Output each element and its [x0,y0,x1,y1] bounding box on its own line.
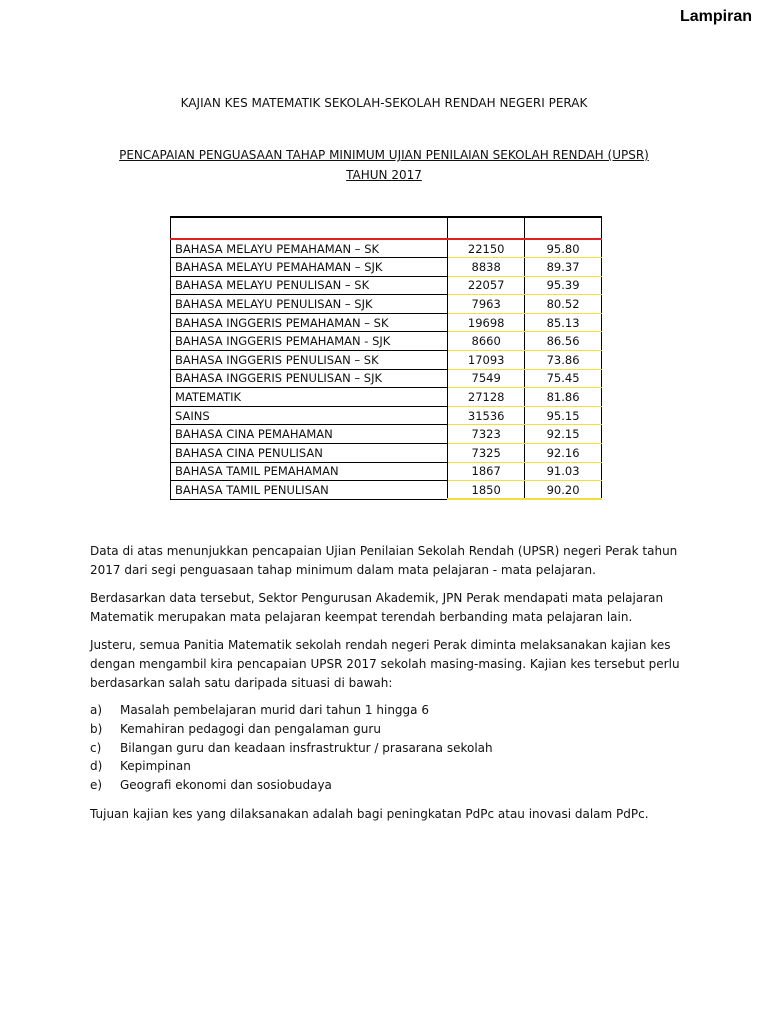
table-row [171,388,602,407]
list-item [90,757,690,776]
list-marker: c) [90,740,102,755]
list-text: Kepimpinan [120,759,191,774]
percent-cell: 95.39 [525,276,602,295]
paragraph-data-summary: Data di atas menunjukkan pencapaian Ujian Penilaian Sekolah Rendah (UPSR) negeri Perak tahun 2017 dari segi penguasaan tahap minimum dalam mata pelajaran - mata pelajaran. [90,544,678,577]
table-row [171,369,602,388]
subject-cell: BAHASA TAMIL PEMAHAMAN [171,462,448,481]
subject-cell: BAHASA INGGERIS PENULISAN – SJK [171,369,448,388]
count-cell: 7549 [448,369,525,388]
percent-cell: 90.20 [525,481,602,500]
count-cell: 27128 [448,388,525,407]
count-cell: 8660 [448,332,525,351]
count-cell: 22150 [448,239,525,258]
table-row [171,239,602,258]
list-item [90,739,690,758]
paragraph-finding: Berdasarkan data tersebut, Sektor Pengurusan Akademik, JPN Perak mendapati mata pelajaran Matematik merupakan mata pelajaran keempat terendah berbanding mata pelajaran lain. [90,591,664,624]
list-marker: b) [90,721,103,736]
table-row [171,481,602,500]
table-row [171,351,602,370]
list-text: Kemahiran pedagogi dan pengalaman guru [120,721,381,736]
percent-cell: 95.80 [525,239,602,258]
percent-cell: 85.13 [525,313,602,332]
list-item [90,701,690,720]
table-header-cell [171,217,448,239]
table-header-cell [448,217,525,239]
subject-cell: BAHASA CINA PENULISAN [171,444,448,463]
situation-list [90,701,690,795]
subject-cell: BAHASA MELAYU PENULISAN – SJK [171,295,448,314]
count-cell: 17093 [448,351,525,370]
list-text: Bilangan guru dan keadaan insfrastruktur / prasarana sekolah [120,740,493,755]
percent-cell: 81.86 [525,388,602,407]
count-cell: 7323 [448,425,525,444]
subject-cell: MATEMATIK [171,388,448,407]
count-cell: 1850 [448,481,525,500]
subject-cell: BAHASA MELAYU PENULISAN – SK [171,276,448,295]
list-text: Masalah pembelajaran murid dari tahun 1 hingga 6 [120,703,429,717]
table-header-cell [525,217,602,239]
list-marker: d) [90,759,103,774]
list-item [90,720,690,739]
percent-cell: 73.86 [525,351,602,370]
percent-cell: 91.03 [525,462,602,481]
percent-cell: 86.56 [525,332,602,351]
percent-cell: 80.52 [525,295,602,314]
table-header-row [171,217,602,239]
table-row [171,444,602,463]
paragraph-instruction: Justeru, semua Panitia Matematik sekolah rendah negeri Perak diminta melaksanakan kajian kes dengan mengambil kira pencapaian UPSR 2017 sekolah masing-masing. Kajian kes tersebut perlu berdasarkan salah satu daripada situasi di bawah: [90,638,680,690]
percent-cell: 75.45 [525,369,602,388]
percent-cell: 89.37 [525,258,602,277]
table-row [171,258,602,277]
subject-cell: BAHASA MELAYU PEMAHAMAN – SJK [171,258,448,277]
count-cell: 19698 [448,313,525,332]
subject-cell: BAHASA TAMIL PENULISAN [171,481,448,500]
list-marker: e) [90,778,103,793]
table-row [171,425,602,444]
count-cell: 7963 [448,295,525,314]
results-table [170,216,602,500]
percent-cell: 95.15 [525,406,602,425]
count-cell: 8838 [448,258,525,277]
table-row [171,462,602,481]
subject-cell: SAINS [171,406,448,425]
count-cell: 1867 [448,462,525,481]
subject-cell: BAHASA MELAYU PEMAHAMAN – SK [171,239,448,258]
list-text: Geografi ekonomi dan sosiobudaya [120,778,332,793]
document-title: KAJIAN KES MATEMATIK SEKOLAH-SEKOLAH RENDAH NEGERI PERAK [180,96,588,110]
paragraph-purpose: Tujuan kajian kes yang dilaksanakan adalah bagi peningkatan PdPc atau inovasi dalam PdPc. [90,807,649,821]
table-row [171,295,602,314]
count-cell: 7325 [448,444,525,463]
percent-cell: 92.15 [525,425,602,444]
list-item [90,776,690,795]
subject-cell: BAHASA INGGERIS PEMAHAMAN - SJK [171,332,448,351]
subject-cell: BAHASA INGGERIS PEMAHAMAN – SK [171,313,448,332]
table-row [171,313,602,332]
percent-cell: 92.16 [525,444,602,463]
document-subtitle: PENCAPAIAN PENGUASAAN TAHAP MINIMUM UJIAN PENILAIAN SEKOLAH RENDAH (UPSR) [119,148,649,162]
count-cell: 22057 [448,276,525,295]
subject-cell: BAHASA CINA PEMAHAMAN [171,425,448,444]
count-cell: 31536 [448,406,525,425]
table-row [171,332,602,351]
lampiran-label: Lampiran [679,8,752,25]
document-year: TAHUN 2017 [346,168,422,182]
subject-cell: BAHASA INGGERIS PENULISAN – SK [171,351,448,370]
table-row [171,276,602,295]
list-marker: a) [90,703,103,717]
table-row [171,406,602,425]
